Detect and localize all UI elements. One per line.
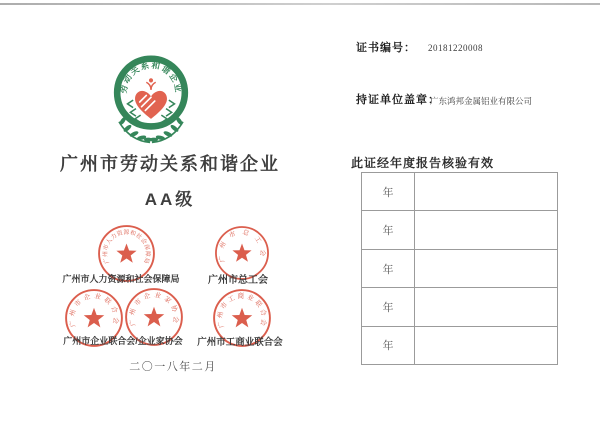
logo-arc-text: 劳动关系和谐企业	[118, 59, 184, 95]
year-cell: 年	[362, 173, 415, 210]
table-row	[362, 250, 557, 288]
certificate-grade: AA级	[144, 190, 196, 209]
issue-date: 二〇一八年二月	[129, 361, 217, 373]
certificate-number-value: 20181220008	[428, 43, 483, 53]
svg-text:广州市总工会: 广州市总工会	[217, 228, 267, 263]
certificate-title: 广州市劳动关系和谐企业	[60, 154, 280, 174]
svg-text:广州市企业家协会: 广州市企业家协会	[128, 291, 180, 327]
seal-caption-human-resources-bureau: 广州市人力资源和社会保障局	[62, 274, 180, 284]
holder-company-name: 广东鸿邦金属铝业有限公司	[430, 96, 533, 106]
verification-note-cell	[415, 288, 557, 325]
seal-caption-industry-commerce: 广州市工商业联合会	[197, 337, 283, 348]
harmonious-enterprise-logo-icon	[104, 55, 198, 149]
year-cell: 年	[362, 211, 415, 248]
year-cell: 年	[362, 327, 415, 364]
svg-text:广州市企业联合会: 广州市企业联合会	[68, 292, 120, 328]
seal-caption-enterprise-confederation: 广州市企业联合会/企业家协会	[63, 336, 183, 346]
table-row	[362, 173, 557, 211]
verification-note-cell	[415, 327, 557, 364]
svg-text:广州市人力资源和社会保障局: 广州市人力资源和社会保障局	[102, 230, 151, 265]
logo-blossom	[149, 78, 153, 82]
svg-text:广州市工商业联合会: 广州市工商业联合会	[216, 293, 268, 329]
year-cell: 年	[362, 250, 415, 287]
year-cell: 年	[362, 288, 415, 325]
table-row	[362, 211, 557, 249]
annual-verification-table	[361, 172, 558, 365]
scan-edge-line	[0, 3, 600, 5]
table-row	[362, 327, 557, 364]
seal-caption-trade-unions: 广州市总工会	[208, 275, 268, 286]
verification-note-cell	[415, 211, 557, 248]
certificate-number-label: 证书编号：	[356, 42, 416, 54]
table-row	[362, 288, 557, 326]
verification-note-cell	[415, 250, 557, 287]
annual-verification-title: 此证经年度报告核验有效	[351, 156, 495, 170]
holder-stamp-label: 持证单位盖章：	[356, 94, 440, 106]
verification-note-cell	[415, 173, 557, 210]
